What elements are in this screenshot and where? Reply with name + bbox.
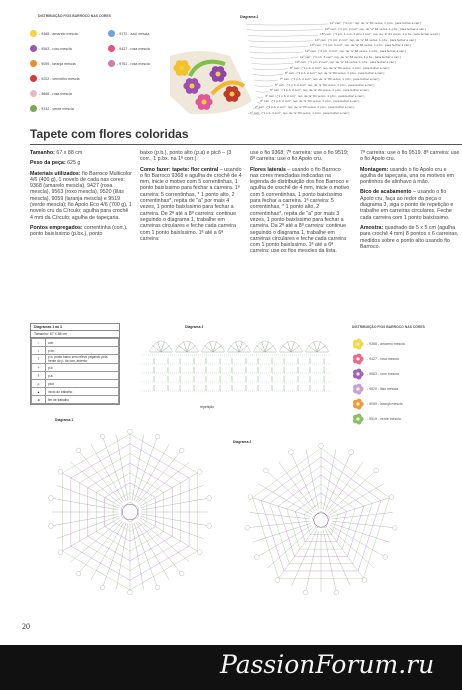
motif-ring [312, 511, 329, 527]
flower-icon [352, 383, 364, 395]
diagram1-chart [38, 420, 223, 600]
motif-picot [275, 578, 280, 583]
motif-picot [245, 525, 250, 530]
motif-picot [334, 590, 339, 595]
flower-swatch-icon [108, 45, 115, 52]
motif-picot [179, 448, 184, 453]
motif-picot [263, 468, 268, 473]
flower-icon [352, 368, 364, 380]
diagram2-row-note: 10º carr.: ("1 p.b. 2 corr", rep. de "a" 84 vezes, 1 p.bx., para fechar a carr.) [295, 60, 397, 65]
flower-photo [170, 46, 252, 116]
flower-icon [352, 353, 364, 365]
article-paragraph [140, 150, 242, 163]
diagram2-row-note: 5º carr.: ("1 p.b. 2 corr", rep. de "a" 84 vezes, 1 p.bx., para fechar a carr.) [270, 88, 370, 93]
flower-swatch-icon [108, 60, 115, 67]
diagram2-text-title: Diagrama 2 [240, 15, 259, 19]
symbol-row [32, 396, 119, 404]
article-paragraph [360, 150, 460, 163]
flower-swatch-icon [30, 30, 37, 37]
motif-picot [383, 555, 388, 560]
title-rule [30, 144, 462, 145]
motif-picot [362, 578, 367, 583]
flower-swatch-icon [30, 60, 37, 67]
legend-item [108, 26, 188, 41]
legend-item-label: - 9563 - roxo mescla [39, 46, 72, 51]
legend-top-title: DISTRIBUIÇÃO FIOS BARROCO NAS CORES [38, 14, 111, 18]
diagram2-row-note: 14º carr.: ("1 p.b. 2 corr", rep. de "a" 84 vezes, 1 p.bx., para fechar a carr.) [315, 37, 417, 42]
symbol-label: p.b. ponto baixo sem relevo pegando pela frente do p. da carr. anterior [46, 355, 119, 364]
symbol-table [30, 323, 120, 405]
motif-stitch [329, 527, 374, 568]
flower-swatch-icon [30, 90, 37, 97]
article-paragraph [250, 167, 350, 255]
flower-legend-item [352, 366, 462, 381]
article-paragraph [30, 160, 132, 166]
diagram2-row-note: 1º carr.: ("1 p.b. 1 corr", rep. de "a" 84 vezes, 1 p.bx., para fechar a carr.) [250, 110, 350, 115]
flower-legend [352, 336, 462, 426]
article-paragraph [30, 150, 132, 156]
motif-picot [155, 585, 160, 590]
legend-item-label: - 9172 - azul mescla [117, 31, 150, 36]
motif-picot [288, 450, 293, 455]
diagram2-row-note: 2º carr.: ("1 p.b. 2 corr", rep. de "a" 84 vezes, 1 p.bx., para fechar a carr.) [255, 104, 355, 109]
paragraph-heading: Como fazer: tapete: flor central [140, 166, 219, 173]
paragraph-heading: Amostra: [360, 224, 384, 231]
flower-icon [352, 398, 364, 410]
legend-item-label: - 9866 - rosa mescla [39, 91, 72, 96]
motif-picot [100, 585, 105, 590]
motif-stitch [327, 462, 363, 512]
motif-picot [155, 434, 160, 439]
motif-picot [197, 469, 202, 474]
motif-picot [197, 550, 202, 555]
flower-icon [352, 338, 364, 350]
diagram2-lines-art [244, 20, 329, 118]
motif-stitch [330, 484, 383, 515]
diagram2-row-note: 10º carr.: ("1 p.b. 2 corr", rep. de "a" 84 vezes, 1 p.bx., para fechar a carr.) [325, 26, 427, 31]
flower-legend-label: - 9520 - lilás mescla [367, 386, 399, 391]
symbol-label: p.b. [46, 364, 119, 372]
motif-picot [319, 443, 324, 448]
symbol-row [32, 388, 119, 396]
diagram2-row-note: 4º carr.: ("1 p.b. 2 corr", rep. de "a" 84 vezes, 1 p.bx., para fechar a carr.) [265, 93, 365, 98]
symbol-label: p.a. [46, 372, 119, 380]
diagram3-fan [175, 341, 199, 391]
flower-legend-item [352, 411, 462, 426]
symbol-row [32, 372, 119, 380]
article-paragraph [250, 150, 350, 163]
paragraph-text: fio Barroco Multicolor 4/6 (400 g), 1 novelo de cada nas cores: 9368 (amarelo mescla), 9427 (rosa mescla), 9563 (roxo mescla), 9520 (lilás mescla), 9059 (laranja mescla) e 9519 (verde mescla); fio Apolo Eco 4/6 (700 g), 1 novelo cru da Círculo; agulha para crochê 4 mm da Círculo; agulha de tapeçaria. [30, 170, 132, 221]
motif-picot [392, 525, 397, 530]
diagram3-chart [140, 330, 335, 400]
flower-icon [352, 413, 364, 425]
flower-legend-label: - 9427 - rosa mescla [367, 356, 399, 361]
motif-stitch [259, 484, 312, 515]
flower-swatch-icon [108, 30, 115, 37]
motif-picot [58, 550, 63, 555]
flower-legend-label: - 9563 - roxo mescla [367, 371, 399, 376]
paragraph-heading: Peso da peça: [30, 160, 66, 167]
diagram3-fan [201, 341, 225, 391]
article-column-3 [250, 150, 350, 259]
legend-item-label: - 9368 - amarelo mescla [39, 31, 78, 36]
symbol-glyph-icon: + [32, 364, 46, 372]
motif-center [122, 504, 138, 520]
diagram2-row-note: 6º carr.: ("1 p.b. 2 corr", rep. de "a" 84 vezes, 1 p.bx., para fechar a carr.) [275, 82, 375, 87]
paragraph-text: – usando o fio Barroco nas cores mescladas indicadas na legenda de distribuição dos fios Barroco e agulha de crochê de 4 mm, inicie o motivo com 5 correntinhas, 1 ponto baixíssimo para fechar a carreira. 1ª carreira: 5 correntinhas, * 1 ponto alto, 2 correntinhas*, repita de "a" por mais 3 vezes, 1 ponto baixíssimo para fechar a carreira. Da 2ª até a 8ª carreira: continue seguindo o diagrama 1, trabalhe em carreiras circulares e feche cada carreira com 1 ponto baixíssimo. 1ª até a 6ª carreira: use os fios mescles da lista. [250, 166, 350, 255]
flower-swatch-icon [30, 75, 37, 82]
motif-picot [76, 571, 81, 576]
flower-swatch-icon [30, 45, 37, 52]
symbol-label: corr. [46, 339, 119, 347]
paragraph-heading: Materiais utilizados: [30, 170, 81, 177]
paragraph-heading: Montagem: [360, 166, 389, 173]
motif-picot [76, 448, 81, 453]
diagram3-fan [227, 341, 251, 391]
article-column-2 [140, 150, 242, 246]
diagram3-fan [279, 341, 303, 391]
motif-stitch [267, 527, 312, 568]
symbol-glyph-icon: ○ [32, 339, 46, 347]
paragraph-text: use o fio 9368; 7ª carreira: use o fio 9519; 8ª carreira: use o fio Apolo cru. [250, 150, 349, 163]
motif-picot [207, 524, 212, 529]
diagram2-row-note: 3º carr.: ("1 p.b. 2 corr", rep. de "a" 84 vezes, 1 p.bx., para fechar a carr.) [260, 99, 360, 104]
article-paragraph [140, 167, 242, 243]
paragraph-text: 67 x 88 cm [54, 150, 83, 156]
flower-legend-item [352, 381, 462, 396]
diagram3-fan [149, 341, 173, 391]
motif-picot [207, 496, 212, 501]
symbol-glyph-icon: T [32, 355, 46, 364]
motif-picot [128, 429, 133, 434]
legend-item-label: - 9202 - vermelho mescla [39, 76, 80, 81]
article-paragraph [360, 225, 460, 250]
flower-legend-item [352, 351, 462, 366]
diagram2-title: Diagrama 2 [233, 440, 252, 444]
article-paragraph [30, 171, 132, 221]
diagram1-title: Diagrama 1 [55, 418, 74, 422]
diagram3-fan [305, 341, 329, 391]
paragraph-text: 625 g [65, 160, 81, 167]
diagram3-repeat-label: repetição [200, 405, 214, 409]
symbol-table-title: Diagramas 1 ao 3 [31, 324, 119, 331]
article-column-1 [30, 150, 132, 242]
paragraph-text: 7ª carreira: use o fio 9519. 8ª carreira: use o fio Apolo cru. [360, 150, 460, 163]
diagram2-row-note: 13º carr.: ("1 p.b. 3 corr", rep. de "a" 84 vezes, 1 p.bx., para fechar a carr.) [310, 43, 412, 48]
article-paragraph [30, 225, 132, 238]
motif-picot [179, 571, 184, 576]
motif-stitch [279, 462, 315, 512]
motif-picot [58, 469, 63, 474]
motif-picot [248, 495, 253, 500]
symbol-row [32, 355, 119, 364]
diagram2-chart [236, 430, 406, 605]
paragraph-heading: Flores laterais [250, 166, 286, 173]
legend-item [30, 101, 130, 116]
paragraph-heading: Bico de acabamento [360, 189, 412, 196]
diagram2-row-note: 11º carr.: ("1 p.b. 3 corr", rep. de "a" 84 vezes, 1 p.bx., para fechar a carr.) [300, 54, 401, 59]
motif-picot [254, 555, 259, 560]
article-title: Tapete com flores coloridas [30, 127, 189, 141]
watermark: PassionForum.ru [220, 650, 435, 679]
paragraph-text: baixo (p.b.), ponto alto (p.a) e picô – (3 corr., 1 p.bx. na 1ª corr.). [140, 150, 232, 163]
flower-legend-label: - 9059 - laranja mescla [367, 401, 403, 406]
symbol-glyph-icon: ꝑ [32, 380, 46, 388]
symbol-glyph-icon: ◄ [32, 396, 46, 404]
paragraph-text: – usando o fio Apolo cru, faça ao redor da peça o diagrama 3, siga o ponto de repetição e trabalhe em carreiras circulares. Feche cada carreira com 1 ponto baixíssimo. [360, 189, 454, 221]
diagram2-row-note: 9º carr.: ("1 p.b. 2 corr", rep. de "a" 84 vezes, 1 p.bx., para fechar a carr.) [290, 65, 390, 70]
motif-center [314, 513, 328, 527]
diagram2-row-note: 12º carr.: ("1 p.b. 3 corr", rep. de "a" 84 vezes, 1 p.bx., para fechar a carr.) [305, 48, 407, 53]
article-paragraph [360, 189, 460, 220]
paragraph-heading: Pontos empregados: [30, 224, 83, 231]
legend-item-label: - 9761 - rosa mescla [117, 61, 150, 66]
motif-picot [374, 468, 379, 473]
symbol-glyph-icon: Ŧ [32, 372, 46, 380]
flower-swatch-icon [30, 105, 37, 112]
diagram2-row-note: 15º carr.: ("1 p.b. 1 corr, 1 pico 1 corr", rep. de "a" 84 vezes, 1 p.bx., para fechar a carr.) [320, 32, 440, 37]
flower-legend-label: - 9519 - verde mescla [367, 416, 401, 421]
diagram2-row-note: 8º carr.: ("1 p.b. 2 corr", rep. de "a" 84 vezes, 1 p.bx., para fechar a carr.) [285, 71, 385, 76]
page-number: 20 [22, 622, 30, 631]
article-paragraph [360, 167, 460, 186]
paragraph-text: correntinha (corr.), ponto baixíssimo (p.bx.), ponto [30, 224, 128, 238]
flower-legend-title: DISTRIBUIÇÃO FIOS BARROCO NAS CORES [352, 325, 425, 329]
symbol-label: fim de trabalho [46, 396, 119, 404]
symbol-row [32, 380, 119, 388]
diagram3-title: Diagrama 3 [185, 325, 204, 329]
motif-picot [128, 590, 133, 595]
legend-item [30, 71, 130, 86]
flower-legend-item [352, 396, 462, 411]
article-column-4 [360, 150, 460, 254]
symbol-label: picô [46, 380, 119, 388]
symbol-row [32, 347, 119, 355]
motif-picot [48, 496, 53, 501]
legend-item-label: - 9427 - rosa mescla [117, 46, 150, 51]
motif-picot [303, 590, 308, 595]
diagram2-row-note: 7º carr.: ("1 p.b. 2 corr", rep. de "a" 84 vezes, 1 p.bx., para fechar a carr.) [280, 76, 380, 81]
symbol-row [32, 364, 119, 372]
motif-picot [389, 495, 394, 500]
symbol-glyph-icon: • [32, 347, 46, 355]
motif-picot [349, 450, 354, 455]
paragraph-text: – usando o fio Barroco 9368 e agulha de crochê de 4 mm, inicie o motivo com 5 correntinhas, 1 ponto baixíssimo para fechar a carreira. 1ª carreira: 5 correntinhas, * 1 ponto alto, 2 correntinhas*, repita de "a" por mais 4 vezes, 1 ponto baixíssimo para fechar a carreira. De 2ª até a 8ª carreira: continue seguindo o diagrama 1, trabalhe em carreiras circulares e feche cada carreira com 1 ponto baixíssimo. 1ª até a 6ª carreira: [140, 166, 242, 242]
legend-item-label: - 9059 - laranja mescla [39, 61, 76, 66]
paragraph-text: quadrado de 5 x 5 cm (agulha para crochê 4 mm) 8 pontos x 6 carreiras, medidos sobre o ponto alto usando fio Barroco. [360, 224, 459, 250]
motif-picot [100, 434, 105, 439]
flower-legend-item [352, 336, 462, 351]
paragraph-text: usando o fio Apolo cru e agulha de tapeçaria, una os motivos em pontinhos de alinhavo à mão. [360, 166, 454, 186]
motif-picot [48, 524, 53, 529]
legend-item-label: - 9332 - verde mescla [39, 106, 74, 111]
legend-item [30, 86, 130, 101]
flower-legend-label: - 9368 - amarelo mescla [367, 341, 405, 346]
motif-ring [122, 502, 139, 522]
symbol-table-subtitle: Tamanho: 67 X 88 cm [31, 331, 119, 338]
diagram2-row-note: 11º carr.: ("4 p.b." rep. de "a" 84 vezes, 1 p.bx., para fechar a carr.) [330, 21, 422, 25]
diagram3-fan [253, 341, 277, 391]
paragraph-heading: Tamanho: [30, 150, 55, 156]
symbol-glyph-icon: ▲ [32, 388, 46, 396]
symbol-label: início do trabalho [46, 388, 119, 396]
symbol-row [32, 339, 119, 347]
symbol-label: p.bx. [46, 347, 119, 355]
